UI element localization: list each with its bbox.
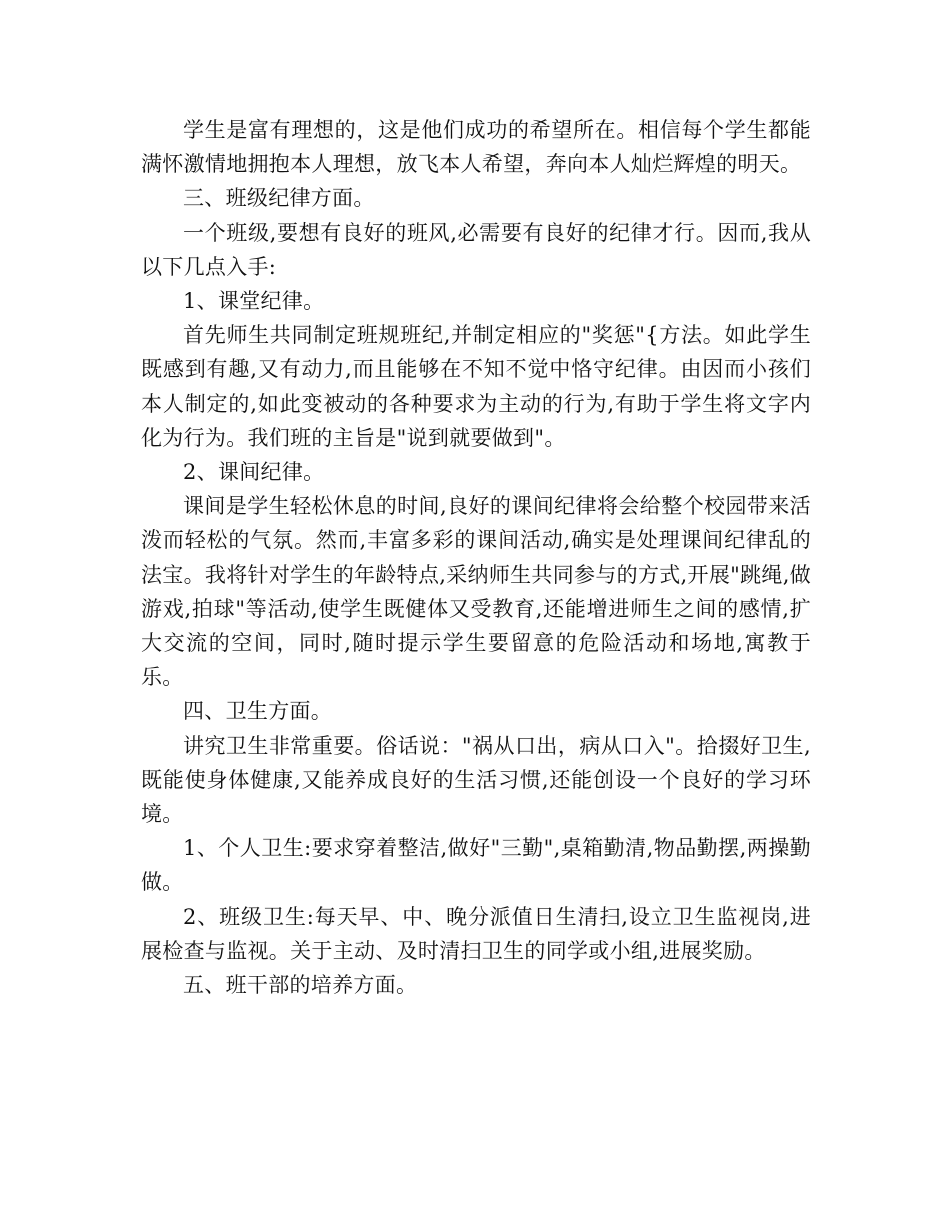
subheading-classroom-discipline: 1、课堂纪律。: [183, 289, 325, 314]
subheading-break-discipline: 2、课间纪律。: [183, 460, 325, 485]
document-body: [141, 113, 811, 1002]
section-heading-discipline: 三、班级纪律方面。: [183, 186, 375, 211]
section-heading-class-leaders: 五、班干部的培养方面。: [183, 973, 418, 998]
paragraph-ideals: 学生是富有理想的，这是他们成功的希望所在。相信每个学生都能满怀激情地拥抱本人理想，放飞本人希望，奔向本人灿烂辉煌的明天。: [141, 118, 811, 177]
paragraph-break-discipline: 课间是学生轻松休息的时间,良好的课间纪律将会给整个校园带来活泼而轻松的气氛。然而,丰富多彩的课间活动,确实是处理课间纪律乱的法宝。我将针对学生的年龄特点,采纳师生共同参与的方式,开展"跳绳,做游戏,拍球"等活动,使学生既健体又受教育,还能增进师生之间的感情,扩大交流的空间，同时,随时提示学生要留意的危险活动和场地,寓教于乐。: [141, 494, 811, 690]
section-heading-hygiene: 四、卫生方面。: [183, 699, 333, 724]
paragraph-classroom-discipline: 首先师生共同制定班规班纪,并制定相应的"奖惩"{方法。如此学生既感到有趣,又有动力,而且能够在不知不觉中恪守纪律。由因而小孩们本人制定的,如此变被动的各种要求为主动的行为,有助于学生将文字内化为行为。我们班的主旨是"说到就要做到"。: [141, 323, 811, 450]
paragraph-class-hygiene: 2、班级卫生:每天早、中、晚分派值日生清扫,设立卫生监视岗,进展检查与监视。关于主动、及时清扫卫生的同学或小组,进展奖励。: [141, 904, 811, 963]
paragraph-hygiene-intro: 讲究卫生非常重要。俗话说："祸从口出，病从口入"。拾掇好卫生,既能使身体健康,又能养成良好的生活习惯,还能创设一个良好的学习环境。: [141, 733, 811, 827]
paragraph-discipline-intro: 一个班级,要想有良好的班风,必需要有良好的纪律才行。因而,我从以下几点入手:: [141, 220, 811, 279]
paragraph-personal-hygiene: 1、个人卫生:要求穿着整洁,做好"三勤",桌箱勤清,物品勤摆,两操勤做。: [141, 836, 811, 895]
